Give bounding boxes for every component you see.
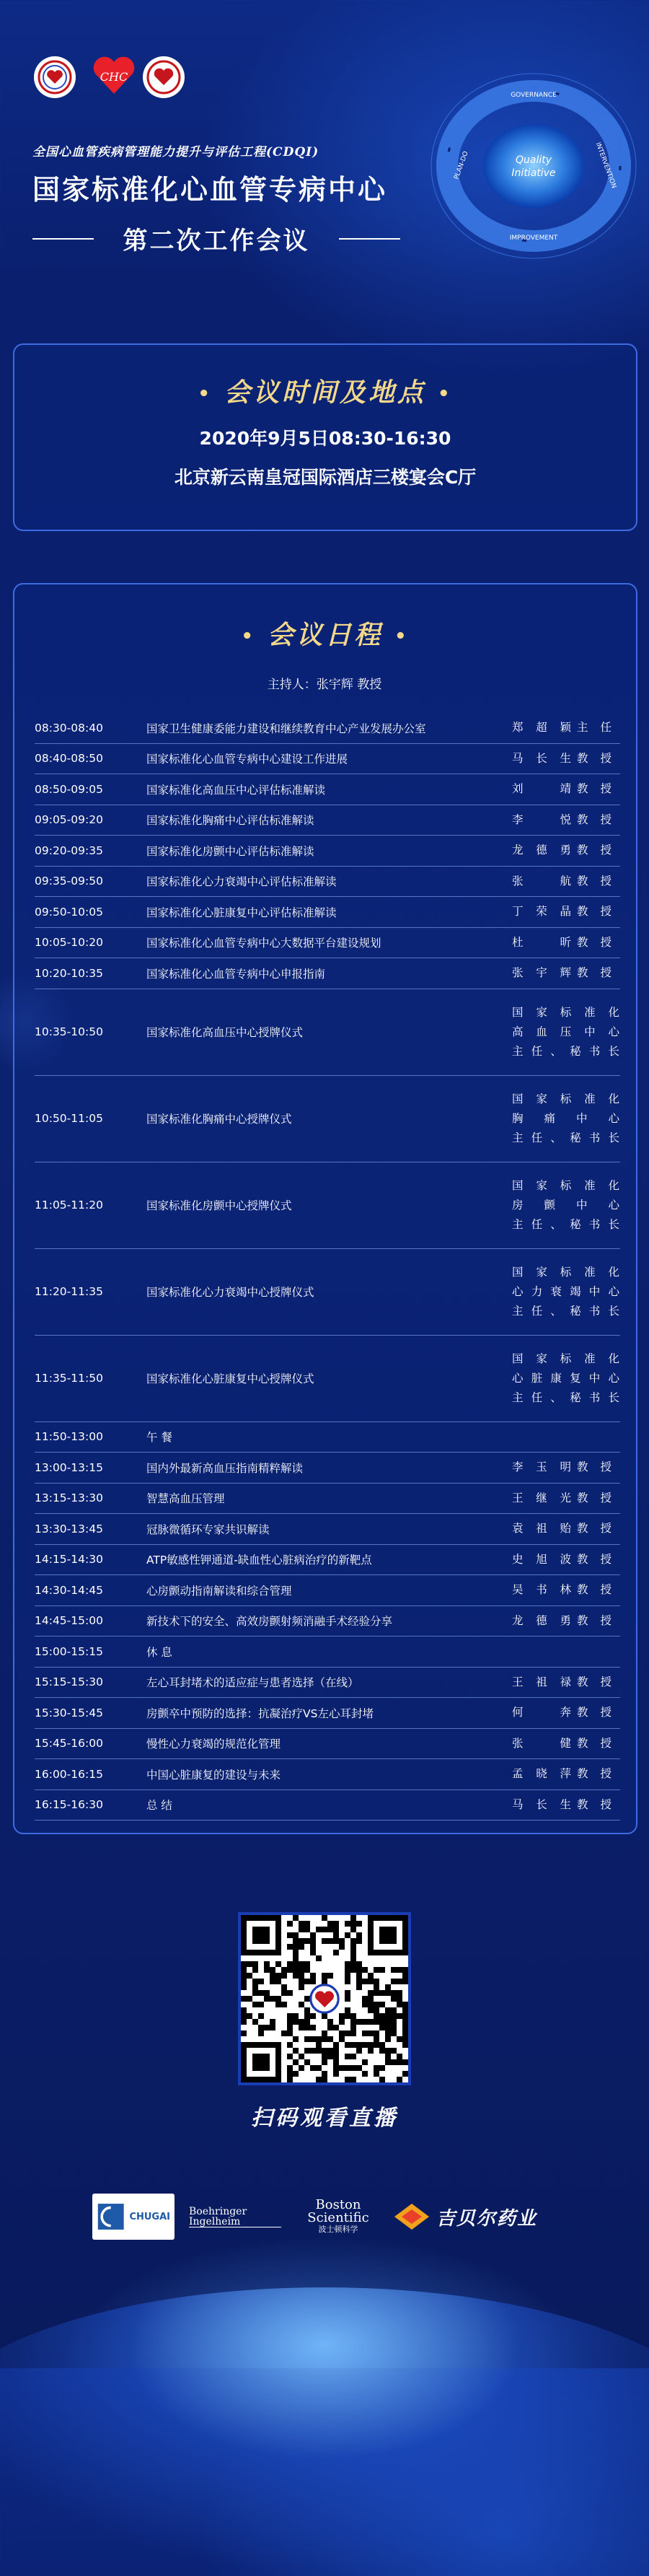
logo-3 [143,56,185,98]
schedule-speaker [512,1795,620,1815]
schedule-topic: 国家标准化高血压中心授牌仪式 [146,1026,304,1039]
speaker-role: 教授 [577,1767,612,1781]
schedule-topic: 国家标准化心血管专病中心大数据平台建设规划 [146,937,381,950]
speaker-role: 教授 [577,1613,612,1627]
subtitle-dash-right [339,238,400,240]
schedule-topic: 国家标准化房颤中心授牌仪式 [146,1199,292,1212]
speaker-name: 张宇辉 [512,966,571,980]
meeting-info-panel [13,343,637,531]
schedule-topic: 国家标准化心脏康复中心授牌仪式 [146,1372,314,1385]
schedule-time: 08:40-08:50 [35,752,103,766]
schedule-row [35,1545,620,1576]
schedule-time: 14:45-15:00 [35,1614,103,1628]
sponsor-jibeier: 吉贝尔药业 [393,2194,559,2240]
schedule-speaker [512,841,620,860]
schedule-row [35,1076,620,1162]
schedule-speaker [512,810,620,830]
schedule-row [35,1336,620,1422]
speaker-name: 郑超颖 [512,721,571,735]
schedule-topic: 总 结 [146,1799,172,1813]
schedule-topic: 国家标准化胸痛中心评估标准解读 [146,814,314,828]
schedule-topic: 午 餐 [146,1431,172,1445]
schedule-row [35,1668,620,1699]
schedule-time: 10:05-10:20 [35,936,103,950]
schedule-time: 08:30-08:40 [35,721,103,735]
schedule-speaker: 国家标准化 胸痛中心 主任、秘书长 [512,1092,620,1144]
speaker-name: 杜 昕 [512,935,571,949]
schedule-speaker: 国家标准化 心力衰竭中心 主任、秘书长 [512,1265,620,1318]
page-title: 国家标准化心血管专病中心 [32,174,388,206]
schedule-row [35,1453,620,1484]
schedule-speaker: 国家标准化 高血压中心 主任、秘书长 [512,1005,620,1058]
schedule-topic: 冠脉微循环专家共识解读 [146,1523,270,1536]
schedule-speaker [512,1427,620,1447]
qr-code-icon [241,1915,408,2082]
speaker-role: 教授 [577,935,612,949]
schedule-speaker [512,902,620,921]
schedule-time: 13:15-13:30 [35,1491,103,1505]
schedule-row [35,1759,620,1790]
schedule-topic: 国家标准化心力衰竭中心评估标准解读 [146,875,337,889]
schedule-speaker [512,1580,620,1600]
schedule-time: 13:30-13:45 [35,1522,103,1535]
schedule-speaker [512,1550,620,1569]
schedule-topic: 国家标准化心血管专病中心建设工作进展 [146,753,348,766]
schedule-topic: 国家标准化高血压中心评估标准解读 [146,783,326,797]
schedule-time: 10:20-10:35 [35,966,103,980]
schedule-time: 16:00-16:15 [35,1767,103,1781]
schedule-speaker [512,1703,620,1722]
schedule-topic: 房颤卒中预防的选择：抗凝治疗VS左心耳封堵 [146,1707,374,1720]
speaker-role: 教授 [577,812,612,826]
speaker-name: 张 健 [512,1736,571,1750]
speaker-name: 史旭波 [512,1552,571,1566]
schedule-speaker [512,1734,620,1753]
schedule-topic: ATP敏感性钾通道-缺血性心脏病治疗的新靶点 [146,1554,372,1567]
ring-seg3: IMPROVEMENT [509,235,558,242]
speaker-role: 教授 [577,1491,612,1504]
schedule-row [35,867,620,898]
schedule-topic: 心房颤动指南解读和综合管理 [146,1584,292,1598]
speaker-role: 教授 [577,751,612,765]
schedule-heading: • 会议日程 • [241,621,410,650]
subtitle-text: 第二次工作会议 [123,227,310,255]
speaker-name: 王祖禄 [512,1675,571,1688]
schedule-row [35,744,620,775]
speaker-name: 李玉明 [512,1460,571,1474]
schedule-row [35,1514,620,1545]
ring-seg1: GOVERNANCE [511,92,557,99]
schedule-topic: 国家标准化心血管专病中心申报指南 [146,967,326,981]
schedule-speaker [512,1673,620,1692]
ring-center-line2: Initiative [511,167,556,179]
schedule-speaker: 国家标准化 房颤中心 主任、秘书长 [512,1178,620,1231]
speaker-role: 主任 [577,721,612,735]
speaker-role: 教授 [577,782,612,796]
schedule-topic: 国家标准化房颤中心评估标准解读 [146,844,314,858]
schedule-time: 11:50-13:00 [35,1430,103,1444]
schedule-topic: 智慧高血压管理 [146,1492,225,1506]
speaker-role: 教授 [577,1552,612,1566]
schedule-topic: 国家标准化胸痛中心授牌仪式 [146,1113,292,1126]
schedule-time: 16:15-16:30 [35,1798,103,1812]
speaker-role: 教授 [577,905,612,919]
jibeier-logo-icon [393,2202,431,2231]
speaker-name: 张 航 [512,874,571,888]
schedule-row [35,928,620,959]
chugai-logo-icon [97,2201,125,2233]
schedule-time: 15:30-15:45 [35,1706,103,1719]
meeting-info-heading: • 会议时间及地点 • [198,378,453,408]
schedule-time: 15:15-15:30 [35,1675,103,1689]
speaker-role: 教授 [577,1797,612,1811]
schedule-row [35,805,620,836]
schedule-topic: 国内外最新高血压指南精粹解读 [146,1461,304,1475]
schedule-speaker [512,779,620,799]
schedule-time: 09:20-09:35 [35,844,103,857]
schedule-topic: 慢性心力衰竭的规范化管理 [146,1738,281,1751]
speaker-name: 龙德勇 [512,1613,571,1627]
schedule-time: 11:05-11:20 [35,1199,103,1212]
schedule-speaker [512,1489,620,1508]
schedule-speaker [512,718,620,737]
schedule-row [35,1249,620,1336]
schedule-row [35,1729,620,1760]
schedule-speaker [512,1519,620,1538]
speaker-name: 马长生 [512,1797,571,1811]
red-heart-logo-icon [146,59,182,95]
subtitle-dash-left [32,238,94,240]
schedule-speaker [512,749,620,768]
schedule-topic: 左心耳封堵术的适应症与患者选择（在线） [146,1676,359,1690]
sponsor-boehringer: Boehringer Ingelheim [189,2194,281,2240]
qr-caption: 扫码观看直播 [251,2106,398,2131]
schedule-speaker [512,963,620,983]
speaker-name: 王继光 [512,1491,571,1504]
schedule-row [35,958,620,989]
schedule-row [35,713,620,744]
schedule-table [35,713,620,1821]
schedule-time: 09:50-10:05 [35,905,103,919]
meeting-datetime: 2020年9月5日08:30-16:30 [199,428,451,449]
planet-glow [0,2287,649,2576]
schedule-time: 13:00-13:15 [35,1460,103,1474]
speaker-role: 教授 [577,844,612,857]
logo-1 [34,56,76,98]
schedule-topic: 国家卫生健康委能力建设和继续教育中心产业发展办公室 [146,722,426,735]
schedule-time: 11:20-11:35 [35,1285,103,1298]
schedule-time: 09:05-09:20 [35,813,103,827]
schedule-speaker [512,1458,620,1477]
schedule-row [35,897,620,928]
speaker-role: 教授 [577,1675,612,1688]
schedule-row [35,774,620,805]
schedule-topic: 休 息 [146,1645,172,1659]
speaker-name: 刘 靖 [512,782,571,796]
ring-seg4: PLAN-DO [453,150,470,181]
ring-center-line1: Quality [515,154,552,166]
schedule-time: 11:35-11:50 [35,1372,103,1385]
schedule-speaker [512,1764,620,1784]
sponsor-boston-scientific: Boston Scientific 波士顿科学 [307,2197,369,2234]
schedule-topic: 国家标准化心力衰竭中心授牌仪式 [146,1286,314,1299]
speaker-role: 教授 [577,1706,612,1719]
quality-initiative-ring-icon [425,58,642,274]
ring-seg2: INTERVENTION [593,141,618,190]
schedule-row [35,1162,620,1249]
schedule-time: 08:50-09:05 [35,782,103,796]
circle-heart-logo-icon [37,59,73,95]
schedule-time: 14:30-14:45 [35,1583,103,1597]
schedule-topic: 国家标准化心脏康复中心评估标准解读 [146,906,337,919]
meeting-venue: 北京新云南皇冠国际酒店三楼宴会C厅 [174,467,477,488]
page-subtitle [32,221,400,256]
sponsor-chugai: CHUGAI [92,2194,175,2240]
schedule-speaker [512,1642,620,1661]
slogan: 全国心血管疾病管理能力提升与评估工程(CDQI) [32,145,319,159]
schedule-time: 10:50-11:05 [35,1112,103,1125]
speaker-role: 教授 [577,1583,612,1597]
schedule-row [35,836,620,867]
speaker-name: 袁祖贻 [512,1522,571,1535]
speaker-role: 教授 [577,1460,612,1474]
qr-code[interactable] [238,1912,411,2085]
speaker-name: 吴书林 [512,1583,571,1597]
schedule-row [35,1698,620,1729]
schedule-row [35,1484,620,1515]
schedule-speaker [512,933,620,952]
schedule-time: 10:35-10:50 [35,1025,103,1038]
schedule-speaker [512,872,620,891]
speaker-name: 孟晓萍 [512,1767,571,1781]
schedule-row [35,1606,620,1637]
schedule-time: 15:45-16:00 [35,1737,103,1751]
schedule-speaker [512,1611,620,1631]
speaker-name: 龙德勇 [512,844,571,857]
speaker-role: 教授 [577,874,612,888]
schedule-row [35,989,620,1076]
schedule-row [35,1637,620,1668]
schedule-time: 09:35-09:50 [35,875,103,888]
schedule-topic: 新技术下的安全、高效房颤射频消融手术经验分享 [146,1615,393,1629]
schedule-row [35,1422,620,1453]
schedule-host: 主持人：张宇辉 教授 [267,678,382,692]
logo-2-text: CHC [100,70,128,84]
speaker-name: 马长生 [512,751,571,765]
schedule-time: 14:15-14:30 [35,1553,103,1567]
logo-2 [92,55,136,95]
speaker-role: 教授 [577,966,612,980]
speaker-name: 何 奔 [512,1706,571,1719]
schedule-row [35,1575,620,1606]
schedule-time: 15:00-15:15 [35,1644,103,1658]
speaker-role: 教授 [577,1736,612,1750]
speaker-name: 丁荣晶 [512,905,571,919]
schedule-row [35,1790,620,1821]
schedule-speaker: 国家标准化 心脏康复中心 主任、秘书长 [512,1351,620,1404]
speaker-role: 教授 [577,1522,612,1535]
schedule-topic: 中国心脏康复的建设与未来 [146,1768,281,1782]
speaker-name: 李 悦 [512,812,571,826]
